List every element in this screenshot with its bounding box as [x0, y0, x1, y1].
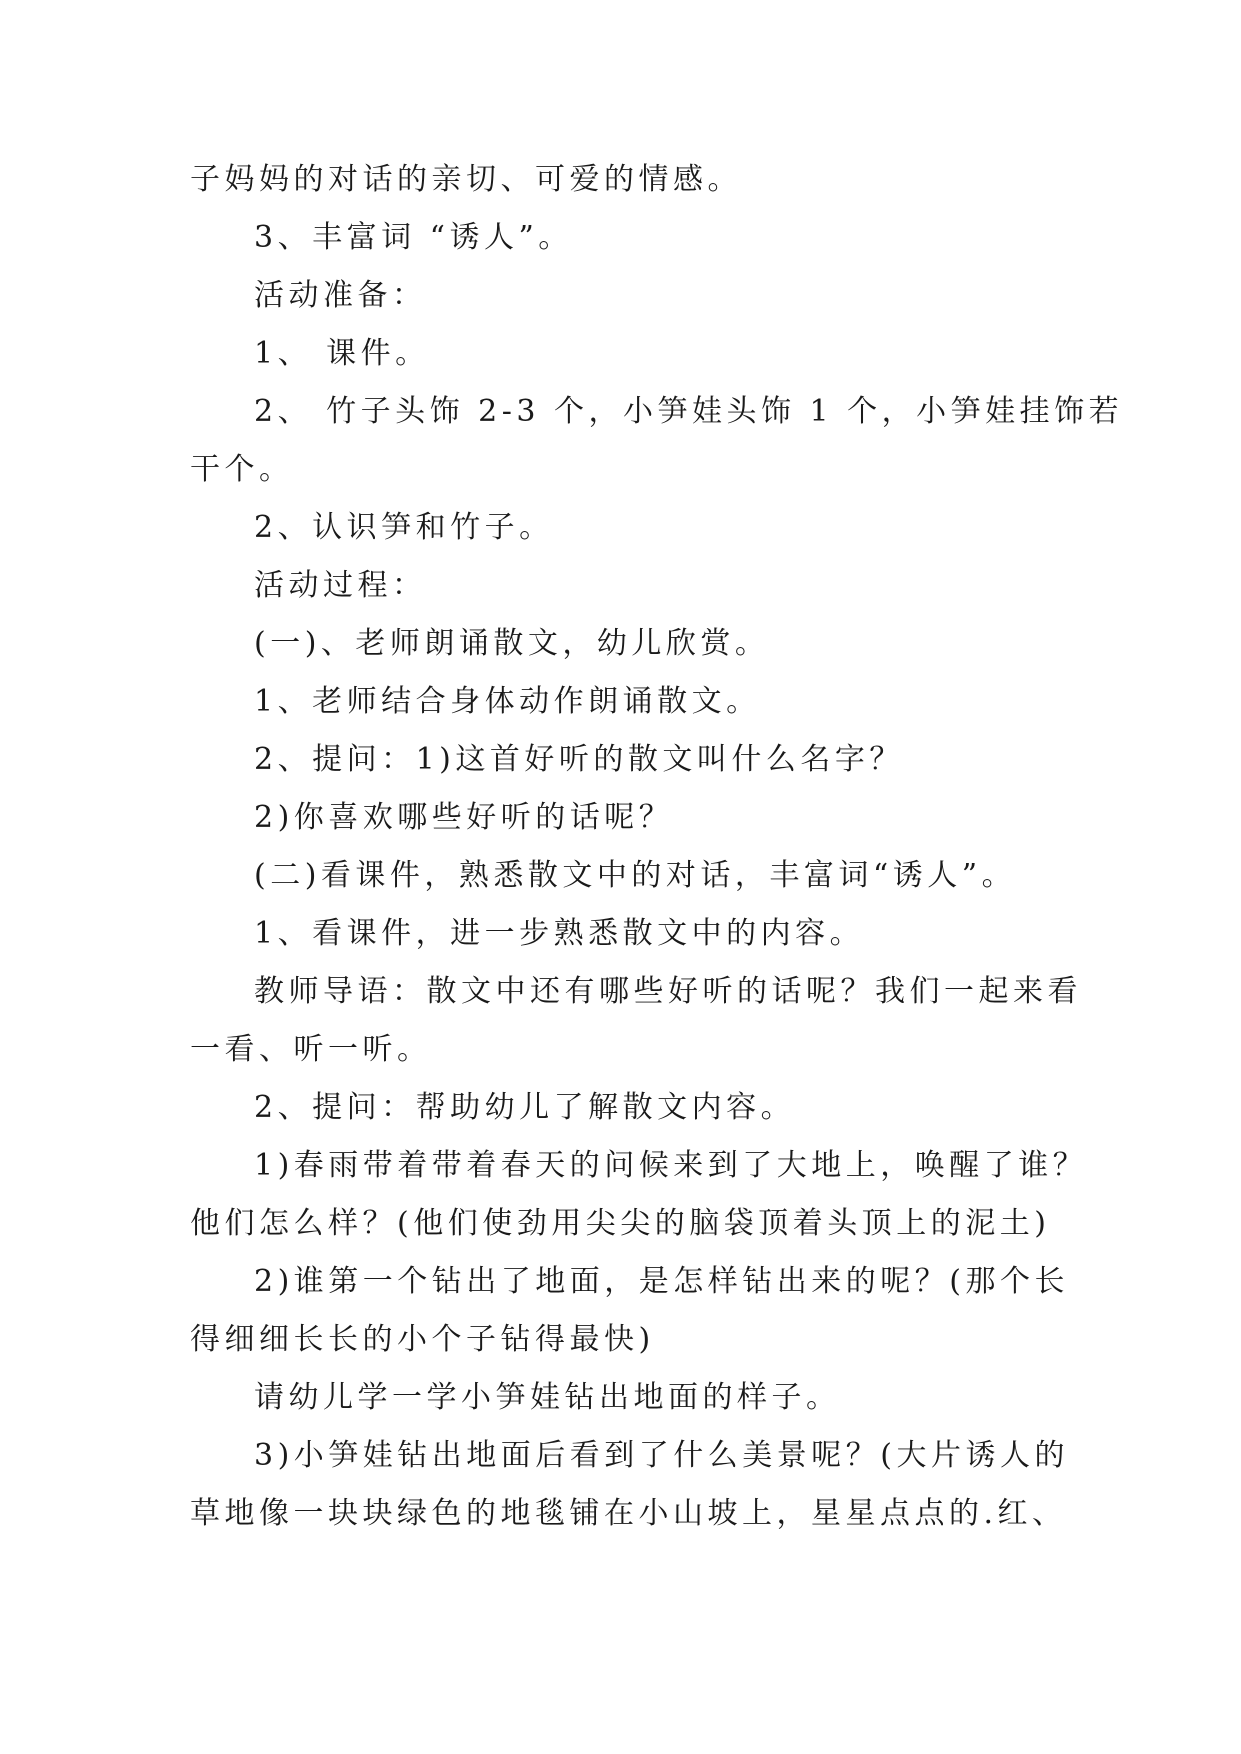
text-line: 干个。 [190, 452, 294, 487]
text-line: 3、丰富词 “诱人”。 [254, 220, 573, 255]
text-line: (一)、老师朗诵散文，幼儿欣赏。 [254, 626, 770, 661]
text-line: 得细细长长的小个子钻得最快) [190, 1322, 655, 1357]
text-line: 1、老师结合身体动作朗诵散文。 [254, 684, 761, 719]
text-line: 1、 课件。 [254, 336, 430, 371]
text-line: 草地像一块块绿色的地毯铺在小山坡上，星星点点的.红、 [190, 1496, 1067, 1531]
text-line: 请幼儿学一学小笋娃钻出地面的样子。 [254, 1380, 841, 1415]
text-line: 2、认识笋和竹子。 [254, 510, 554, 545]
section-heading: 活动准备： [254, 278, 427, 313]
text-line: 一看、听一听。 [190, 1032, 432, 1067]
text-line: 2)谁第一个钻出了地面，是怎样钻出来的呢？(那个长 [254, 1264, 1069, 1299]
text-line: 2)你喜欢哪些好听的话呢？ [254, 800, 674, 835]
text-line: 1)春雨带着带着春天的问候来到了大地上，唤醒了谁？ [254, 1148, 1088, 1183]
text-line: 2、提问：帮助幼儿了解散文内容。 [254, 1090, 796, 1125]
text-line: 1、看课件，进一步熟悉散文中的内容。 [254, 916, 865, 951]
text-line: 3)小笋娃钻出地面后看到了什么美景呢？(大片诱人的 [254, 1438, 1069, 1473]
text-line: 2、 竹子头饰 2-3 个，小笋娃头饰 1 个，小笋娃挂饰若 [254, 394, 1124, 429]
section-heading: 活动过程： [254, 568, 427, 603]
text-line: (二)看课件，熟悉散文中的对话，丰富词“诱人”。 [254, 858, 1017, 893]
document-body [190, 151, 1124, 1543]
text-line: 2、提问：1)这首好听的散文叫什么名字？ [254, 742, 904, 777]
text-line: 他们怎么样？(他们使劲用尖尖的脑袋顶着头顶上的泥土) [190, 1206, 1051, 1241]
text-line: 教师导语：散文中还有哪些好听的话呢？我们一起来看 [254, 974, 1082, 1009]
text-line: 子妈妈的对话的亲切、可爱的情感。 [190, 162, 742, 197]
